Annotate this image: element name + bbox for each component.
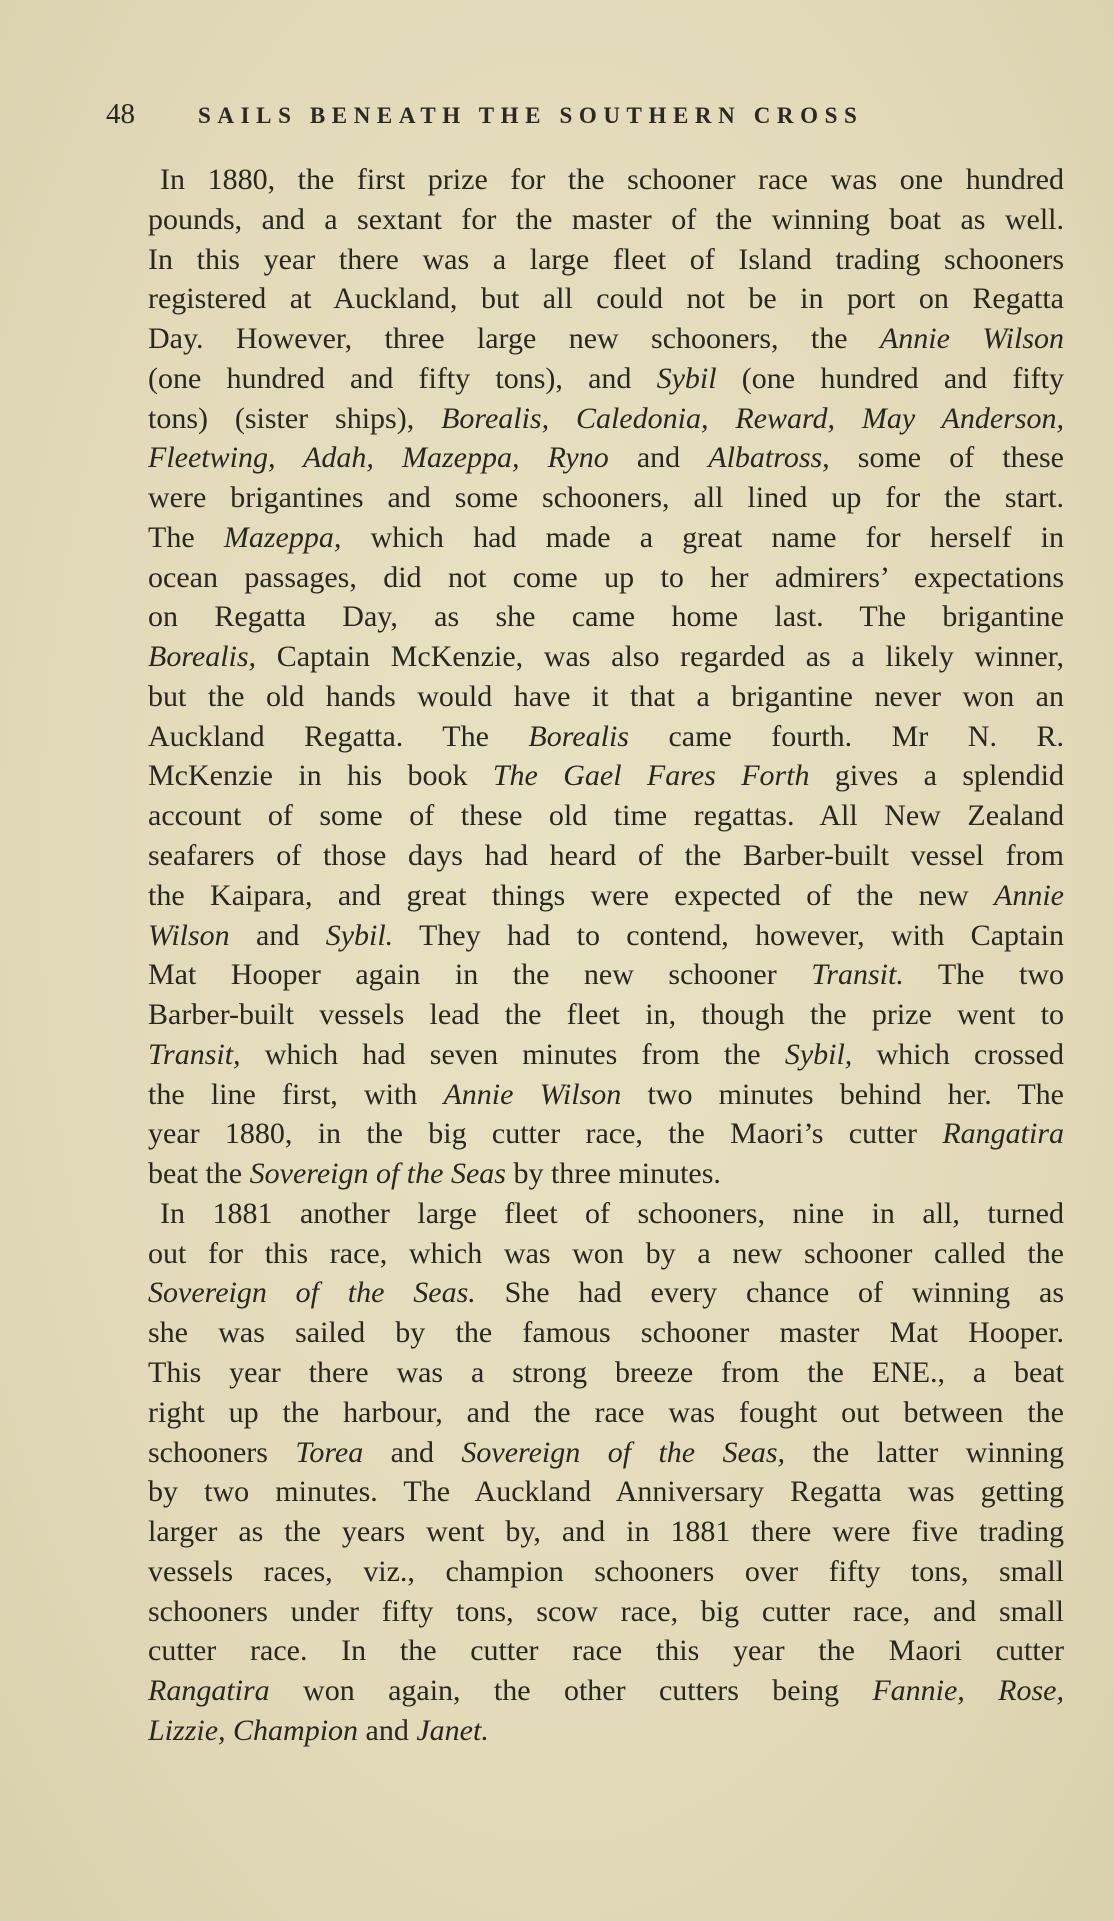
text-line (148, 1114, 1064, 1154)
text-run: she was sailed by the famous schooner master Mat Hooper. (148, 1316, 1064, 1350)
text-line (148, 1512, 1064, 1552)
text-run: which had seven minutes from the (240, 1037, 785, 1071)
text-run: (one hundred and fifty tons), and (148, 361, 657, 395)
italic-text: Sybil (656, 361, 717, 395)
text-run: and (229, 918, 326, 952)
italic-text: Sovereign of the Seas. (148, 1276, 476, 1310)
text-line (148, 1234, 1064, 1274)
text-run: Captain McKenzie, was also regarded as a likely winner, (256, 640, 1064, 674)
italic-text: Sybil, (784, 1037, 853, 1071)
text-line (148, 955, 1064, 995)
text-line (148, 200, 1064, 240)
italic-text: Sybil. (325, 918, 394, 952)
text-run: This year there was a strong breeze from the ENE., a beat (148, 1355, 1064, 1389)
text-run: out for this race, which was won by a new schooner called the (148, 1236, 1064, 1270)
text-line (148, 836, 1064, 876)
text-run: two minutes behind her. The (621, 1077, 1064, 1111)
text-run: and (358, 1713, 417, 1747)
text-run: beat the (148, 1157, 250, 1191)
text-run: won again, the other cutters being (269, 1674, 873, 1708)
text-run: larger as the years went by, and in 1881 there were five trading (148, 1515, 1064, 1549)
text-line (148, 717, 1064, 757)
body-text (148, 160, 1064, 1751)
text-run: were brigantines and some schooners, all lined up for the start. (148, 481, 1064, 515)
text-line (148, 1154, 1064, 1194)
text-line (148, 876, 1064, 916)
text-line (148, 478, 1064, 518)
italic-text: Mazeppa, (223, 520, 342, 554)
text-run: on Regatta Day, as she came home last. The brigantine (148, 600, 1064, 634)
text-run: which had made a great name for herself in (341, 520, 1064, 554)
text-line (148, 319, 1064, 359)
italic-text: Borealis, (148, 640, 257, 674)
text-run: In 1880, the first prize for the schooner race was one hundred (160, 163, 1064, 196)
text-run: and (363, 1435, 462, 1469)
italic-text: Lizzie, Champion (148, 1713, 359, 1747)
text-run: which crossed (852, 1037, 1064, 1071)
text-run: vessels races, viz., champion schooners over fifty tons, small (148, 1554, 1064, 1588)
italic-text: Sovereign of the Seas, (461, 1435, 786, 1469)
text-line (148, 399, 1064, 439)
italic-text: Borealis, Caledonia, Reward, May Anderson, (441, 401, 1064, 435)
text-line (148, 359, 1064, 399)
text-run: tons) (sister ships), (148, 401, 442, 435)
text-line (148, 1592, 1064, 1632)
text-line (148, 160, 1064, 200)
text-line (148, 637, 1064, 677)
italic-text: The Gael Fares Forth (492, 759, 810, 793)
text-run: the Kaipara, and great things were expected of the new (148, 878, 995, 912)
italic-text: Borealis (528, 719, 629, 753)
text-line (148, 1353, 1064, 1393)
text-run: McKenzie in his book (148, 759, 493, 793)
text-run: pounds, and a sextant for the master of the winning boat as well. (148, 202, 1064, 236)
text-line (148, 916, 1064, 956)
text-line (148, 1631, 1064, 1671)
text-line (148, 1035, 1064, 1075)
text-run: She had every chance of winning as (475, 1276, 1064, 1310)
italic-text: Transit, (148, 1037, 241, 1071)
text-run: schooners (148, 1435, 296, 1469)
italic-text: Janet. (416, 1713, 489, 1747)
italic-text: Annie Wilson (879, 322, 1064, 356)
text-run: and (608, 441, 709, 475)
text-line (148, 438, 1064, 478)
text-run: year 1880, in the big cutter race, the Maori’s cutter (148, 1117, 943, 1151)
text-line (148, 279, 1064, 319)
italic-text: Rangatira (148, 1674, 270, 1708)
text-run: They had to contend, however, with Captain (393, 918, 1064, 952)
text-run: Mat Hooper again in the new schooner (148, 958, 812, 992)
italic-text: Fleetwing, Adah, Mazeppa, Ryno (148, 441, 609, 475)
text-run: The (148, 520, 224, 554)
text-run: came fourth. Mr N. R. (628, 719, 1064, 753)
text-run: by two minutes. The Auckland Anniversary Regatta was getting (148, 1475, 1064, 1509)
text-run: (one hundred and fifty (716, 361, 1064, 395)
text-line (148, 1075, 1064, 1115)
text-line (148, 677, 1064, 717)
text-run: Barber-built vessels lead the fleet in, though the prize went to (148, 998, 1064, 1032)
text-line (148, 1711, 1064, 1751)
italic-text: Fannie, Rose, (872, 1674, 1064, 1708)
text-line (148, 1393, 1064, 1433)
text-line (148, 1313, 1064, 1353)
text-run: The two (903, 958, 1064, 992)
text-run: Day. However, three large new schooners, the (148, 322, 880, 356)
text-line (148, 1194, 1064, 1234)
italic-text: Transit. (811, 958, 904, 992)
text-run: ocean passages, did not come up to her admirers’ expectations (148, 560, 1064, 594)
text-line (148, 995, 1064, 1035)
text-line (148, 1671, 1064, 1711)
italic-text: Annie Wilson (443, 1077, 622, 1111)
italic-text: Wilson (148, 918, 230, 952)
italic-text: Sovereign of the Seas (249, 1157, 506, 1191)
text-run: gives a splendid (809, 759, 1064, 793)
text-run: but the old hands would have it that a brigantine never won an (148, 679, 1064, 713)
text-line (148, 1433, 1064, 1473)
running-title: SAILS BENEATH THE SOUTHERN CROSS (198, 103, 864, 128)
text-run: In this year there was a large fleet of Island trading schooners (148, 242, 1064, 276)
text-line (148, 1273, 1064, 1313)
text-run: by three minutes. (505, 1157, 721, 1191)
text-line (148, 796, 1064, 836)
text-line (148, 518, 1064, 558)
text-run: seafarers of those days had heard of the Barber-built vessel from (148, 839, 1064, 873)
text-run: account of some of these old time regattas. All New Zealand (148, 799, 1064, 833)
text-run: right up the harbour, and the race was fought out between the (148, 1395, 1064, 1429)
text-line (148, 240, 1064, 280)
text-run: registered at Auckland, but all could not be in port on Regatta (148, 282, 1064, 316)
text-run: cutter race. In the cutter race this year the Maori cutter (148, 1634, 1064, 1668)
text-run: some of these (829, 441, 1064, 475)
italic-text: Rangatira (942, 1117, 1064, 1151)
text-run: the latter winning (785, 1435, 1064, 1469)
text-line (148, 558, 1064, 598)
text-line (148, 1552, 1064, 1592)
italic-text: Annie (994, 878, 1064, 912)
text-run: In 1881 another large fleet of schooners, nine in all, turned (160, 1196, 1064, 1230)
page-number: 48 (106, 98, 135, 130)
italic-text: Albatross, (708, 441, 830, 475)
text-line (148, 597, 1064, 637)
text-run: the line first, with (148, 1077, 444, 1111)
text-run: Auckland Regatta. The (148, 719, 529, 753)
text-line (148, 756, 1064, 796)
running-head (106, 94, 1012, 134)
text-line (148, 1472, 1064, 1512)
text-run: schooners under fifty tons, scow race, big cutter race, and small (148, 1594, 1064, 1628)
italic-text: Torea (295, 1435, 364, 1469)
